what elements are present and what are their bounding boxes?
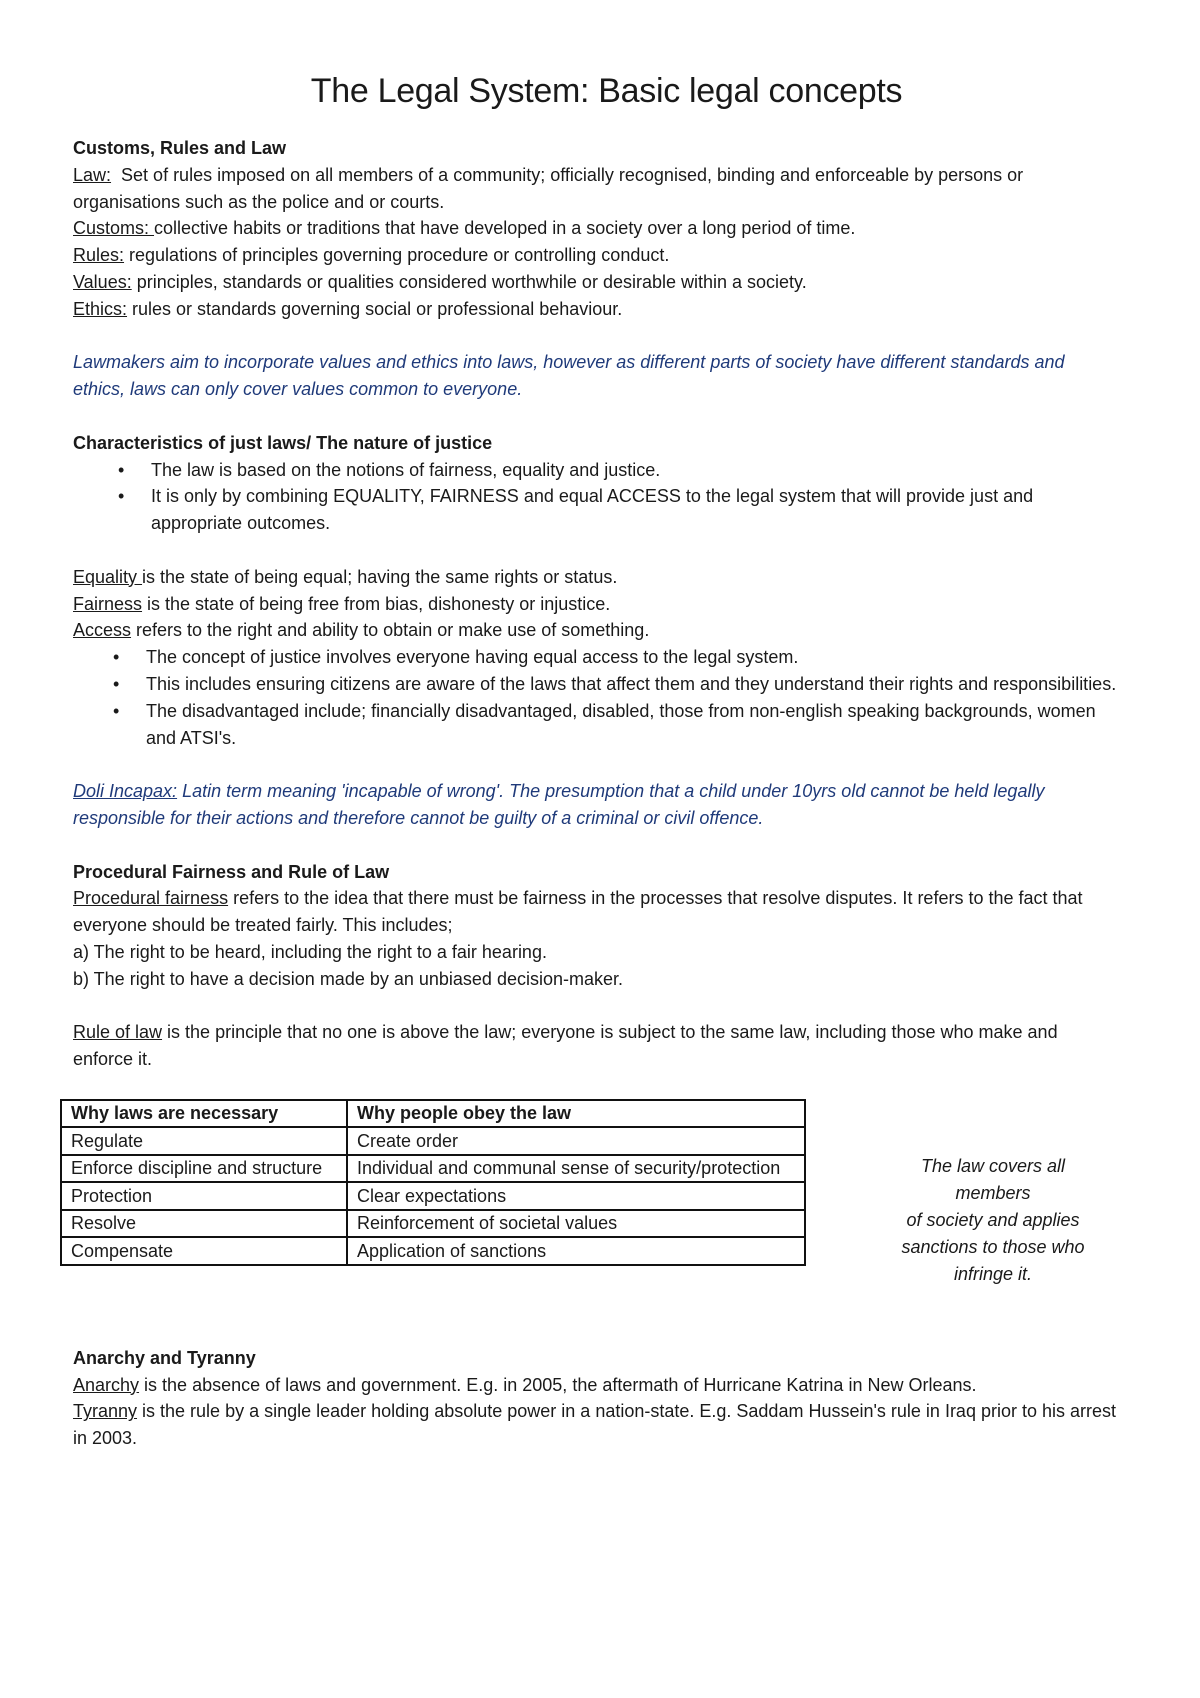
- term-anarchy: Anarchy: [73, 1374, 140, 1395]
- tyranny-def-line2: in 2003.: [73, 1428, 138, 1449]
- customs-def: collective habits or traditions that have developed in a society over a long period of time.: [154, 218, 856, 239]
- term-ethics: Ethics:: [73, 298, 128, 319]
- side-note-line4: infringe it.: [953, 1263, 1033, 1284]
- table-row: [61, 1182, 805, 1210]
- page-title: The Legal System: Basic legal concepts: [310, 72, 903, 110]
- rules-def: regulations of principles governing procedure or controlling conduct.: [124, 245, 670, 266]
- just-laws-list: [73, 457, 1140, 537]
- definition-customs: [73, 215, 1140, 242]
- term-customs: Customs:: [73, 218, 155, 239]
- table-cell: Individual and communal sense of security/protection: [347, 1155, 805, 1183]
- doli-def-line2: responsible for their actions and therefore cannot be guilty of a criminal or civil offence.: [73, 807, 764, 828]
- term-procedural-fairness: Procedural fairness: [73, 888, 229, 909]
- bullet2-line2: appropriate outcomes.: [151, 513, 331, 534]
- table-cell: Application of sanctions: [347, 1237, 805, 1265]
- laws-table-section: [71, 1099, 1140, 1284]
- bullet5-line2: and ATSI's.: [146, 727, 237, 748]
- definition-access: [73, 617, 1140, 644]
- side-note-line1: The law covers all members: [920, 1155, 1066, 1203]
- definition-equality: [73, 564, 1140, 591]
- lawmakers-note-line2: ethics, laws can only cover values common to everyone.: [73, 379, 523, 400]
- lawmakers-note-line1: Lawmakers aim to incorporate values and ethics into laws, however as different parts of society have different standards and: [73, 352, 1065, 373]
- list-item: • This includes ensuring citizens are aware of the laws that affect them and they understand their rights and responsibilities.: [146, 671, 1140, 698]
- term-tyranny: Tyranny: [73, 1401, 138, 1422]
- bullet5-line1: The disadvantaged include; financially disadvantaged, disabled, those from non-english speaking backgrounds, women: [146, 700, 1096, 721]
- tyranny-def-line1: is the rule by a single leader holding absolute power in a nation-state. E.g. Saddam Hussein's rule in Iraq prior to his arrest: [137, 1401, 1117, 1422]
- list-item: • The concept of justice involves everyone having equal access to the legal system.: [146, 644, 1140, 671]
- term-fairness: Fairness: [73, 593, 143, 614]
- section-heading-customs: Customs, Rules and Law: [73, 138, 287, 158]
- table-row: [61, 1237, 805, 1265]
- laws-table: [60, 1099, 806, 1266]
- side-note-line2: of society and applies: [906, 1209, 1080, 1230]
- anarchy-def: is the absence of laws and government. E.g. in 2005, the aftermath of Hurricane Katrina in New Orleans.: [139, 1374, 977, 1395]
- access-list: [73, 644, 1140, 751]
- definition-tyranny: [73, 1398, 1140, 1425]
- table-row: [61, 1127, 805, 1155]
- pf-def-line1: refers to the idea that there must be fairness in the processes that resolve disputes. It refers to the fact that: [228, 888, 1083, 909]
- pf-item-b: b) The right to have a decision made by an unbiased decision-maker.: [73, 968, 623, 989]
- rol-def-line2: enforce it.: [73, 1049, 153, 1070]
- table-row: [61, 1155, 805, 1183]
- rol-def-line1: is the principle that no one is above the law; everyone is subject to the same law, including those who make and: [162, 1022, 1058, 1043]
- table-header-row: [61, 1100, 805, 1128]
- term-access: Access: [73, 620, 132, 641]
- fairness-def: is the state of being free from bias, dishonesty or injustice.: [142, 593, 611, 614]
- term-doli-incapax: Doli Incapax:: [73, 781, 178, 802]
- law-def-line1: Set of rules imposed on all members of a community; officially recognised, binding and enforceable by persons or: [111, 164, 1024, 185]
- ethics-def: rules or standards governing social or professional behaviour.: [127, 298, 623, 319]
- table-header: Why people obey the law: [347, 1100, 805, 1128]
- table-cell: Clear expectations: [347, 1182, 805, 1210]
- section-heading-anarchy: Anarchy and Tyranny: [73, 1347, 256, 1368]
- term-law: Law:: [73, 164, 112, 185]
- pf-item-a: a) The right to be heard, including the right to a fair hearing.: [73, 941, 547, 962]
- doli-incapax-line1: [73, 778, 1140, 805]
- list-item: [151, 483, 1140, 537]
- bullet2-line1: It is only by combining EQUALITY, FAIRNESS and equal ACCESS to the legal system that will provide just and: [151, 486, 1034, 507]
- definition-rules: [73, 242, 1140, 269]
- table-cell: Reinforcement of societal values: [347, 1210, 805, 1238]
- definition-anarchy: [73, 1372, 1140, 1399]
- section-heading-just-laws: Characteristics of just laws/ The nature of justice: [73, 432, 493, 453]
- definition-values: [73, 269, 1140, 296]
- values-def: principles, standards or qualities considered worthwhile or desirable within a society.: [131, 271, 807, 292]
- table-cell: Resolve: [61, 1210, 347, 1238]
- table-cell: Regulate: [61, 1127, 347, 1155]
- side-note-line3: sanctions to those who: [901, 1236, 1085, 1257]
- term-rule-of-law: Rule of law: [73, 1022, 163, 1043]
- list-item: [146, 698, 1140, 752]
- doli-def-line1: Latin term meaning 'incapable of wrong'. The presumption that a child under 10yrs old cannot be held legally: [177, 781, 1045, 802]
- definition-fairness: [73, 591, 1140, 618]
- table-cell: Enforce discipline and structure: [61, 1155, 347, 1183]
- table-cell: Create order: [347, 1127, 805, 1155]
- side-note: [893, 1153, 1093, 1288]
- table-cell: Compensate: [61, 1237, 347, 1265]
- list-item: • The law is based on the notions of fairness, equality and justice.: [151, 457, 1140, 484]
- definition-rule-of-law: [73, 1019, 1140, 1046]
- definition-ethics: [73, 296, 1140, 323]
- table-row: [61, 1210, 805, 1238]
- table-cell: Protection: [61, 1182, 347, 1210]
- pf-def-line2: everyone should be treated fairly. This includes;: [73, 915, 453, 936]
- term-equality: Equality: [73, 566, 143, 587]
- definition-law: [73, 162, 1140, 189]
- access-def: refers to the right and ability to obtain or make use of something.: [131, 620, 650, 641]
- table-header: Why laws are necessary: [61, 1100, 347, 1128]
- term-rules: Rules:: [73, 245, 125, 266]
- law-def-line2: organisations such as the police and or courts.: [73, 191, 445, 212]
- section-heading-procedural: Procedural Fairness and Rule of Law: [73, 861, 390, 882]
- equality-def: is the state of being equal; having the same rights or status.: [142, 566, 618, 587]
- definition-procedural-fairness: [73, 885, 1140, 912]
- term-values: Values:: [73, 271, 132, 292]
